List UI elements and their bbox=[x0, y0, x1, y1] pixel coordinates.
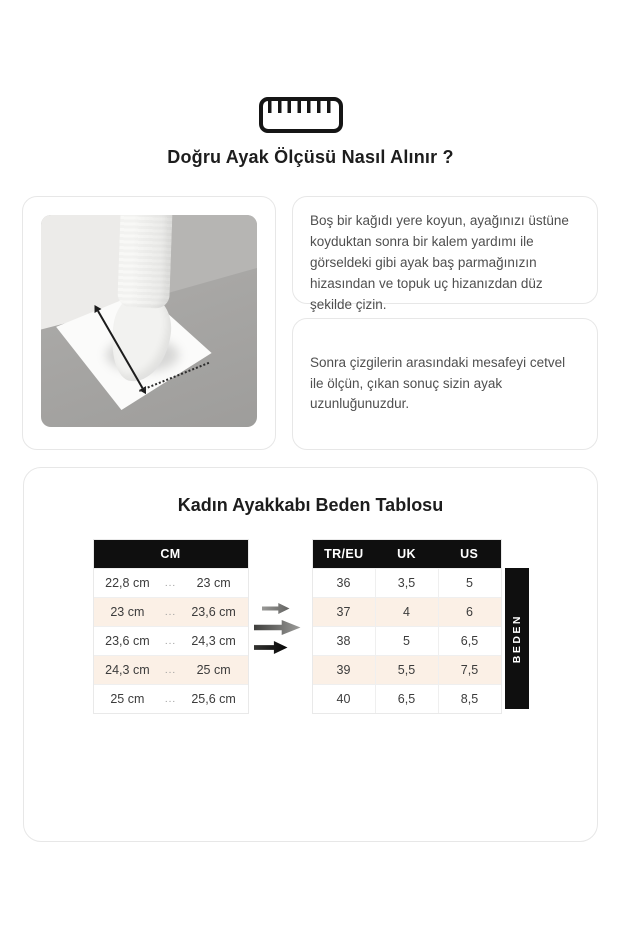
right-arrow-icon bbox=[254, 641, 288, 654]
size-us: 8,5 bbox=[438, 685, 501, 713]
range-separator: ... bbox=[164, 635, 177, 647]
cm-range-to: 24,3 cm bbox=[191, 634, 236, 648]
table-row bbox=[94, 655, 248, 684]
header-us: US bbox=[460, 547, 479, 561]
size-us: 7,5 bbox=[438, 656, 501, 684]
size-tr-eu: 38 bbox=[336, 634, 351, 648]
cm-table-header: CM bbox=[94, 540, 248, 568]
table-row bbox=[313, 568, 501, 597]
instruction-card-1 bbox=[292, 196, 598, 312]
cm-range-from: 23 cm bbox=[110, 605, 145, 619]
table-row bbox=[313, 626, 501, 655]
conversion-arrows bbox=[249, 603, 312, 654]
table-row bbox=[313, 597, 501, 626]
instruction-step-2: Sonra çizgilerin arasındaki mesafeyi cetvel ile ölçün, çıkan sonuç sizin ayak uzunluğunuzdur. bbox=[310, 354, 566, 412]
table-row bbox=[313, 684, 501, 713]
right-arrow-icon bbox=[254, 620, 301, 635]
range-separator: ... bbox=[164, 693, 177, 705]
beden-label: BEDEN bbox=[510, 613, 523, 664]
size-us: 6 bbox=[438, 598, 501, 626]
range-separator: ... bbox=[164, 606, 177, 618]
size-chart-title: Kadın Ayakkabı Beden Tablosu bbox=[177, 495, 444, 515]
size-uk: 3,5 bbox=[375, 569, 438, 597]
table-row bbox=[313, 655, 501, 684]
instruction-step-1: Boş bir kağıdı yere koyun, ayağınızı üstüne koyduktan sonra bir kalem yardımı ile görseldeki gibi ayak baş parmağınızın hizasından ve topuk uç hizanızdan düz şekilde çizin. bbox=[310, 213, 569, 312]
cm-range-to: 25,6 cm bbox=[191, 692, 236, 706]
header-uk: UK bbox=[397, 547, 416, 561]
size-table-header bbox=[313, 540, 501, 568]
size-uk: 5 bbox=[375, 627, 438, 655]
ruler-icon bbox=[259, 97, 343, 133]
table-row bbox=[94, 597, 248, 626]
size-uk: 5,5 bbox=[375, 656, 438, 684]
right-arrow-icon bbox=[262, 603, 290, 614]
instruction-card-2 bbox=[292, 318, 598, 450]
sock-leg bbox=[117, 215, 172, 309]
page-title: Doğru Ayak Ölçüsü Nasıl Alınır ? bbox=[167, 147, 454, 167]
cm-range-to: 23,6 cm bbox=[191, 605, 236, 619]
size-conversion-table bbox=[312, 539, 502, 714]
size-uk: 6,5 bbox=[375, 685, 438, 713]
table-row bbox=[94, 568, 248, 597]
cm-table bbox=[93, 539, 249, 714]
size-tables bbox=[24, 539, 597, 714]
size-chart-card bbox=[23, 467, 598, 842]
size-tr-eu: 39 bbox=[336, 663, 351, 677]
beden-side-bar bbox=[505, 568, 529, 709]
foot-measure-photo bbox=[41, 215, 257, 427]
size-us: 6,5 bbox=[438, 627, 501, 655]
cm-range-from: 22,8 cm bbox=[105, 576, 150, 590]
size-uk: 4 bbox=[375, 598, 438, 626]
ruler-ticks bbox=[268, 101, 334, 113]
cm-range-from: 24,3 cm bbox=[105, 663, 150, 677]
range-separator: ... bbox=[164, 577, 177, 589]
table-row bbox=[94, 684, 248, 713]
header-tr-eu: TR/EU bbox=[324, 547, 364, 561]
size-us: 5 bbox=[438, 569, 501, 597]
size-tr-eu: 40 bbox=[336, 692, 351, 706]
foot-measure-photo-card bbox=[22, 196, 276, 450]
cm-range-from: 25 cm bbox=[110, 692, 145, 706]
size-tr-eu: 37 bbox=[336, 605, 351, 619]
table-row bbox=[94, 626, 248, 655]
size-tr-eu: 36 bbox=[336, 576, 351, 590]
range-separator: ... bbox=[164, 664, 177, 676]
cm-range-to: 23 cm bbox=[196, 576, 231, 590]
cm-range-from: 23,6 cm bbox=[105, 634, 150, 648]
cm-range-to: 25 cm bbox=[196, 663, 231, 677]
